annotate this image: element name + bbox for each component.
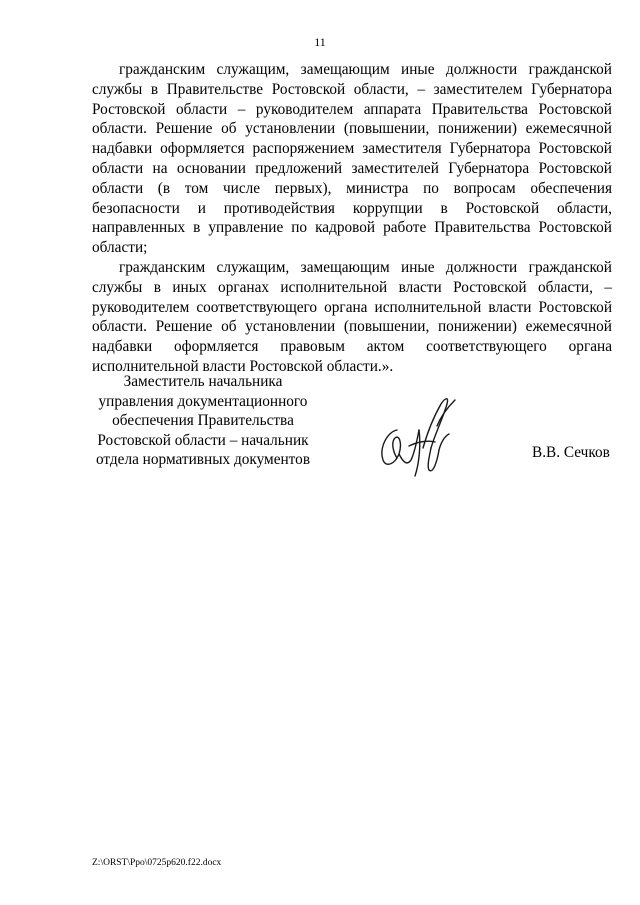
signatory-position-line-3: обеспечения Правительства: [112, 412, 294, 430]
body-paragraph-1: гражданским служащим, замещающим иные должности гражданской службы в Правительстве Ростовской области, – заместителем Губернатора Ростовской области – руководителем аппарата Правительства Ростовской области. Решение об установлении (повышении, понижении) ежемесячной надбавки оформляется распоряжением заместителя Губернатора Ростовской области на основании предложений заместителей Губернатора Ростовской области (в том числе первых), министра по вопросам обеспечения безопасности и противодействия коррупции в Ростовской области, направленных в управление по кадровой работе Правительства Ростовской области;: [92, 61, 612, 257]
signatory-position-line-2: управления документационного: [98, 392, 308, 410]
file-path-footer: Z:\ORST\Ppo\0725p620.f22.docx: [92, 858, 222, 868]
signatory-position: [92, 372, 314, 470]
page-number: 11: [314, 35, 326, 49]
document-body: [92, 60, 612, 377]
signatory-position-line-4: Ростовской области – начальник: [97, 431, 309, 449]
body-paragraph-2: гражданским служащим, замещающим иные должности гражданской службы в иных органах исполнительной власти Ростовской области, – руководителем соответствующего органа исполнительной власти Ростовской области. Решение об установлении (повышении, понижении) ежемесячной надбавки оформляется правовым актом соответствующего органа исполнительной власти Ростовской области.».: [92, 258, 612, 375]
signatory-position-line-5: отдела нормативных документов: [95, 451, 311, 469]
handwritten-signature: [375, 390, 465, 482]
signatory-name: В.В. Сечков: [532, 444, 610, 461]
signature-block: [92, 372, 612, 482]
signatory-position-line-1: Заместитель начальника: [123, 373, 283, 390]
